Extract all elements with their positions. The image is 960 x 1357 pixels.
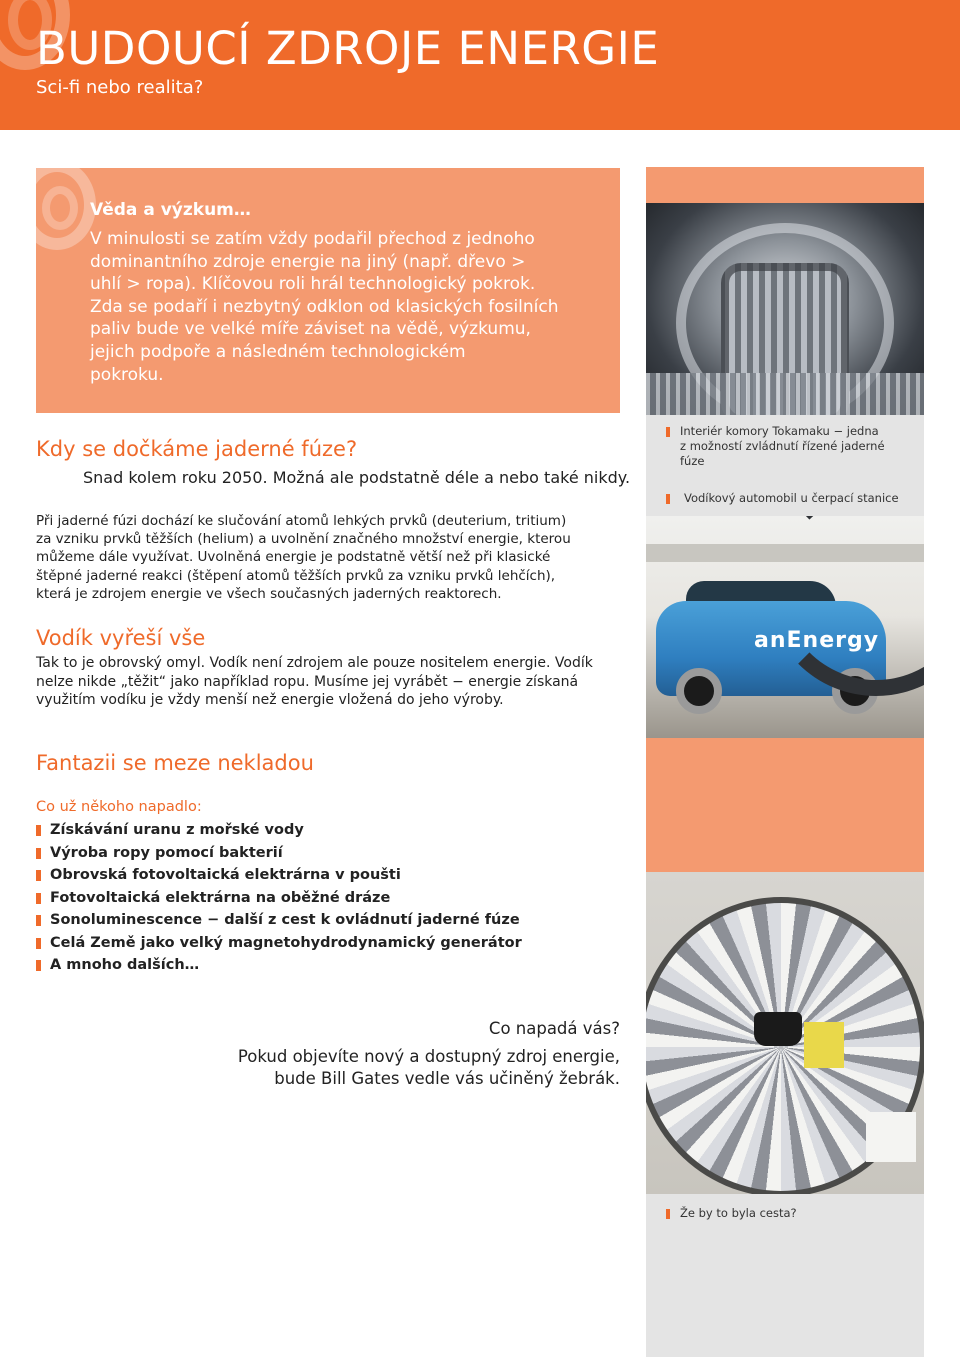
hydrogen-body bbox=[36, 654, 636, 710]
fusion-line: která je zdrojem energie ve všech současných jaderných reaktorech. bbox=[36, 585, 502, 602]
solar-caption: Že by to byla cesta? bbox=[680, 1206, 797, 1220]
science-text bbox=[90, 228, 590, 386]
list-bullet bbox=[36, 870, 41, 881]
hydrogen-car-photo bbox=[646, 516, 924, 738]
list-item bbox=[36, 865, 596, 888]
list-item bbox=[36, 933, 596, 956]
list-bullet bbox=[36, 893, 41, 904]
fantasy-heading: Fantazii se meze nekladou bbox=[36, 751, 314, 775]
info-card bbox=[866, 1112, 916, 1162]
caption-bullet bbox=[666, 494, 670, 504]
science-line: jejich podpoře a následném technologickém bbox=[90, 341, 466, 362]
sidebar-accent-top bbox=[646, 167, 924, 205]
list-item-text: Obrovská fotovoltaická elektrárna v poušti bbox=[50, 867, 401, 883]
cooking-pot bbox=[754, 1012, 802, 1046]
science-line: dominantního zdroje energie na jiný (např. dřevo > bbox=[90, 251, 526, 272]
list-item bbox=[36, 888, 596, 911]
fusion-line: za vzniku prvků těžších (helium) a uvolnění značného množství energie, kterou bbox=[36, 531, 571, 548]
list-bullet bbox=[36, 848, 41, 859]
page-title: BUDOUCÍ ZDROJE ENERGIE bbox=[36, 22, 660, 75]
list-item-text: Výroba ropy pomocí bakterií bbox=[50, 844, 283, 861]
science-line: paliv bude ve velké míře záviset na vědě, výzkumu, bbox=[90, 319, 531, 340]
car-wheel bbox=[676, 668, 722, 714]
list-bullet bbox=[36, 960, 41, 971]
science-box bbox=[36, 168, 620, 413]
yellow-sign bbox=[804, 1022, 844, 1068]
tokamak-caption-line: fúze bbox=[680, 454, 705, 468]
hydrogen-line: využitím vodíku je vždy menší než energie vložená do jeho výroby. bbox=[36, 692, 504, 709]
list-item-text: Získávání uranu z mořské vody bbox=[50, 822, 304, 838]
list-item bbox=[36, 843, 596, 866]
closing-line-1: Pokud objevíte nový a dostupný zdroj energie, bbox=[237, 1047, 620, 1066]
fusion-lead: Snad kolem roku 2050. Možná ale podstatně déle a nebo také nikdy. bbox=[83, 468, 631, 487]
page-subtitle: Sci-fi nebo realita? bbox=[36, 77, 204, 98]
caption-bullet bbox=[666, 427, 670, 437]
fusion-heading: Kdy se dočkáme jaderné fúze? bbox=[36, 437, 358, 461]
list-item-text: Fotovoltaická elektrárna na oběžné dráze bbox=[50, 889, 391, 906]
car-caption: Vodíkový automobil u čerpací stanice bbox=[684, 491, 899, 505]
list-item-text: A mnoho dalších… bbox=[50, 957, 200, 973]
header-banner bbox=[0, 0, 960, 130]
science-title: Věda a výzkum… bbox=[90, 200, 251, 220]
swirl-decoration-inner bbox=[42, 186, 78, 230]
caption-bullet bbox=[666, 1209, 670, 1219]
list-item-text: Sonoluminescence − další z cest k ovládnutí jaderné fúze bbox=[50, 912, 520, 928]
list-item bbox=[36, 910, 596, 933]
hydrogen-line: Tak to je obrovský omyl. Vodík není zdrojem ale pouze nositelem energie. Vodík bbox=[36, 655, 593, 671]
fusion-line: štěpné jaderné reakci (štěpení atomů těžších prvků za vzniku prvků lehčích), bbox=[36, 567, 556, 584]
list-item-text: Celá Země jako velký magnetohydrodynamický generátor bbox=[50, 934, 522, 951]
list-bullet bbox=[36, 825, 41, 836]
science-line: V minulosti se zatím vždy podařil přechod z jednoho bbox=[90, 229, 535, 249]
hydrogen-line: nelze nikde „těžit“ jako například ropu. Musíme jej vyrábět − energie získaná bbox=[36, 673, 579, 690]
fusion-line: Při jaderné fúzi dochází ke slučování atomů lehkých prvků (deuterium, tritium) bbox=[36, 513, 567, 529]
sidebar-accent-middle bbox=[646, 737, 924, 872]
ideas-list bbox=[36, 820, 596, 978]
closing-line-2: bude Bill Gates vedle vás učiněný žebrák. bbox=[274, 1069, 620, 1088]
fusion-line: můžeme dále využívat. Uvolněná energie je podstatně větší než při klasické bbox=[36, 549, 551, 566]
list-bullet bbox=[36, 938, 41, 949]
science-line: pokroku. bbox=[90, 364, 164, 385]
tokamak-caption-line: Interiér komory Tokamaku − jedna bbox=[680, 424, 879, 438]
tokamak-caption bbox=[680, 424, 920, 469]
fusion-body bbox=[36, 512, 626, 603]
solar-cooker-photo bbox=[646, 872, 924, 1194]
list-item bbox=[36, 955, 596, 978]
list-item bbox=[36, 820, 596, 843]
science-line: Zda se podaří i nezbytný odklon od klasických fosilních bbox=[90, 296, 559, 317]
hydrogen-heading: Vodík vyřeší vše bbox=[36, 626, 206, 650]
tokamak-caption-line: z možností zvládnutí řízené jaderné bbox=[680, 439, 885, 453]
fantasy-subheading: Co už někoho napadlo: bbox=[36, 799, 202, 815]
car-logo-text: anEnergy bbox=[754, 628, 880, 653]
science-line: uhlí > ropa). Klíčovou roli hrál technologický pokrok. bbox=[90, 274, 536, 295]
tokamak-floor bbox=[646, 373, 924, 415]
closing-question: Co napadá vás? bbox=[488, 1019, 620, 1038]
tokamak-photo bbox=[646, 203, 924, 415]
list-bullet bbox=[36, 915, 41, 926]
